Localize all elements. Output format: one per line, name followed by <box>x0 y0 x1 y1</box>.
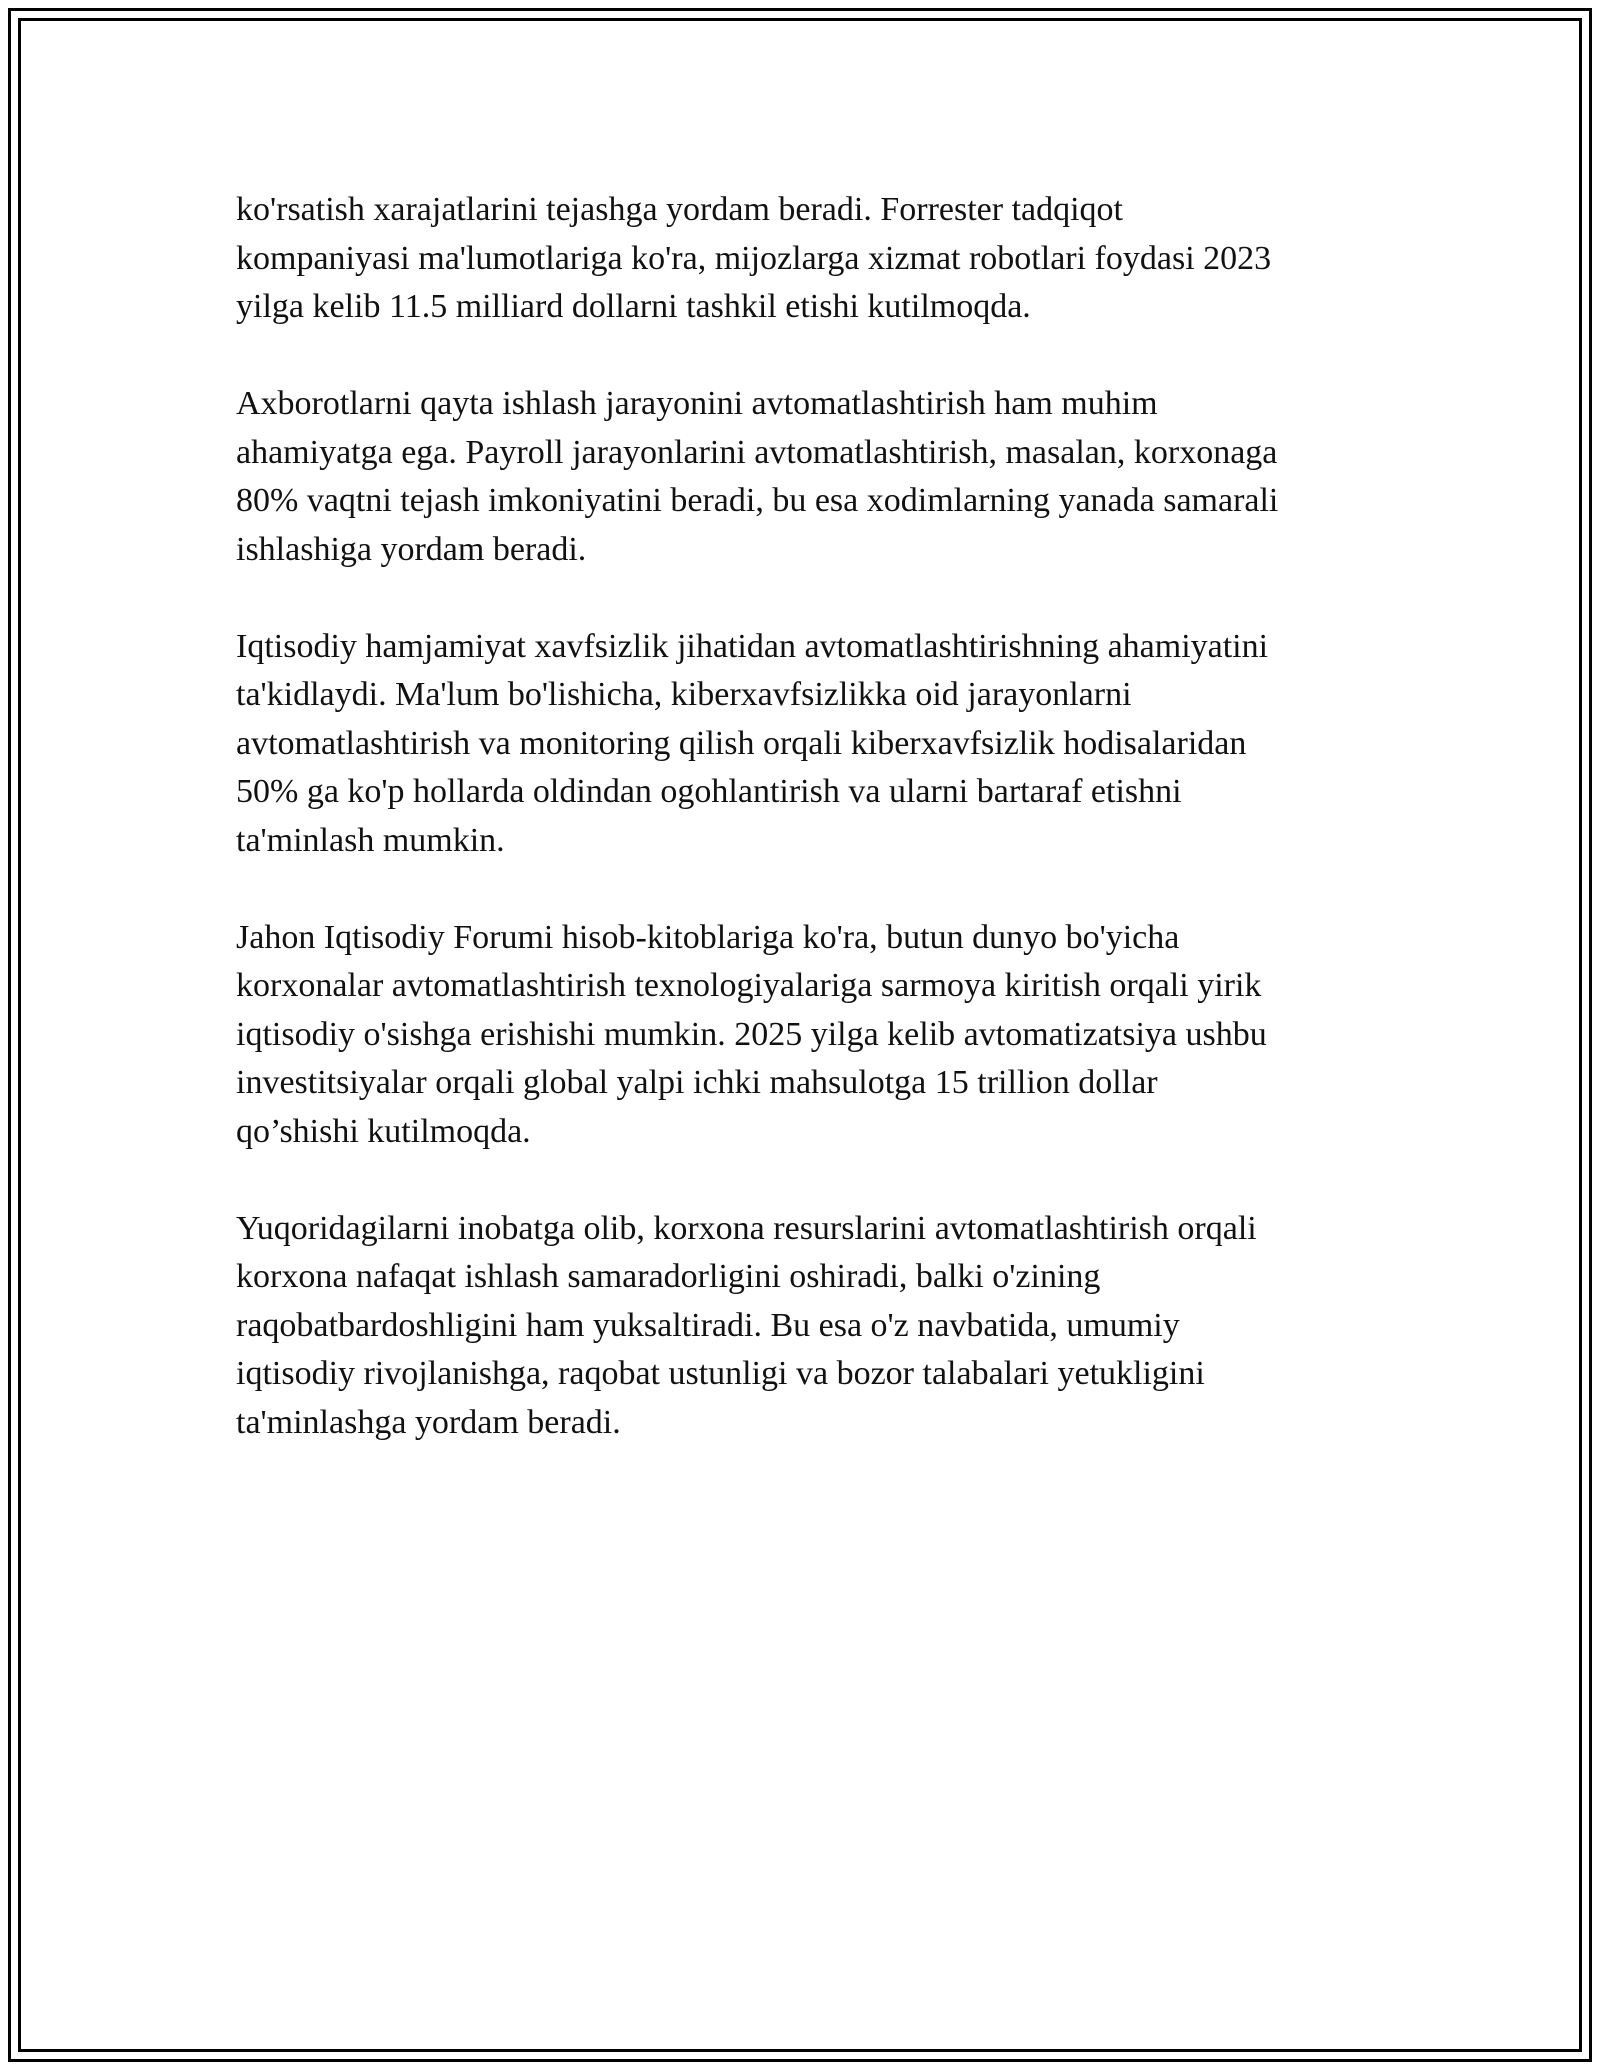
text-line: Yuqoridagilarni inobatga olib, korxona resurslarini avtomatlashtirish orqali <box>236 1209 1257 1247</box>
paragraph-1 <box>236 186 1386 332</box>
text-line: yilga kelib 11.5 milliard dollarni tashkil etishi kutilmoqda. <box>236 288 1031 325</box>
text-line: ishlashiga yordam beradi. <box>236 530 587 568</box>
text-line: Jahon Iqtisodiy Forumi hisob-kitoblariga ko'ra, butun dunyo bo'yicha <box>236 918 1180 956</box>
text-line: ta'minlashga yordam beradi. <box>236 1403 621 1441</box>
paragraph-2 <box>236 380 1386 574</box>
text-line: ta'kidlaydi. Ma'lum bo'lishicha, kiberxavfsizlikka oid jarayonlarni <box>236 676 1132 713</box>
text-line: korxonalar avtomatlashtirish texnologiyalariga sarmoya kiritish orqali yirik <box>236 967 1262 1004</box>
text-line: qo’shishi kutilmoqda. <box>236 1112 531 1150</box>
text-line: ko'rsatish xarajatlarini tejashga yordam beradi. Forrester tadqiqot <box>236 191 1124 228</box>
text-line: iqtisodiy o'sishga erishishi mumkin. 2025 yilga kelib avtomatizatsiya ushbu <box>236 1015 1267 1053</box>
text-line: Axborotlarni qayta ishlash jarayonini avtomatlashtirish ham muhim <box>236 385 1158 422</box>
text-line: kompaniyasi ma'lumotlariga ko'ra, mijozlarga xizmat robotlari foydasi 2023 <box>236 239 1272 277</box>
text-line: Iqtisodiy hamjamiyat xavfsizlik jihatidan avtomatlashtirishning ahamiyatini <box>236 627 1269 665</box>
text-line: avtomatlashtirish va monitoring qilish orqali kiberxavfsizlik hodisalaridan <box>236 724 1247 762</box>
text-line: ta'minlash mumkin. <box>236 821 505 859</box>
text-line: korxona nafaqat ishlash samaradorligini oshiradi, balki o'zining <box>236 1258 1101 1295</box>
document-body <box>236 186 1386 1496</box>
text-line: 50% ga ko'p hollarda oldindan ogohlantirish va ularni bartaraf etishni <box>236 773 1182 810</box>
text-line: raqobatbardoshligini ham yuksaltiradi. Bu esa o'z navbatida, umumiy <box>236 1306 1180 1344</box>
paragraph-3 <box>236 623 1386 866</box>
text-line: iqtisodiy rivojlanishga, raqobat ustunligi va bozor talabalari yetukligini <box>236 1355 1205 1392</box>
text-line: investitsiyalar orqali global yalpi ichki mahsulotga 15 trillion dollar <box>236 1064 1158 1101</box>
paragraph-4 <box>236 914 1386 1157</box>
text-line: 80% vaqtni tejash imkoniyatini beradi, bu esa xodimlarning yanada samarali <box>236 482 1279 519</box>
text-line: ahamiyatga ega. Payroll jarayonlarini avtomatlashtirish, masalan, korxonaga <box>236 433 1278 471</box>
paragraph-5 <box>236 1205 1386 1448</box>
